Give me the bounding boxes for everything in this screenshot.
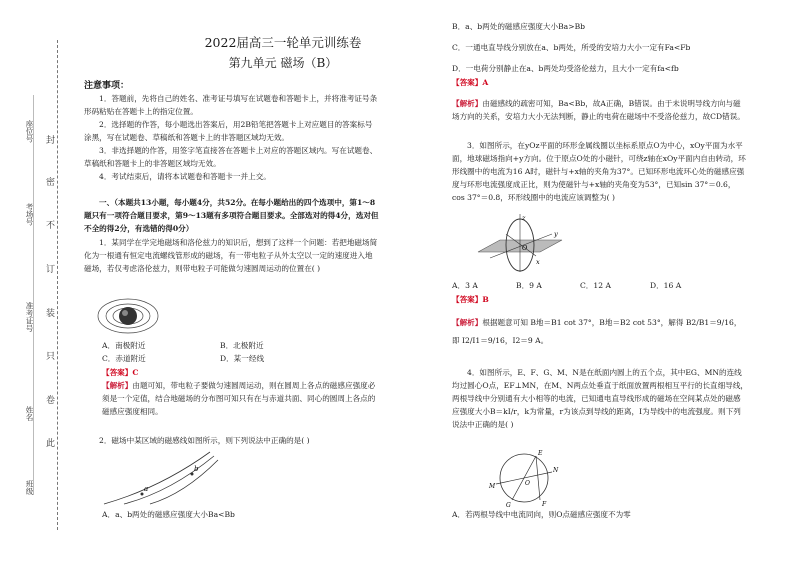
class-field: 班级 xyxy=(25,480,34,495)
notice-item: 2．选择题的作答，每小题选出答案后，用2B铅笔把答题卡上对应题目的答案标号涂黑，写在试题卷、草稿纸和答题卡上的非答题区域均无效。 xyxy=(84,120,373,142)
ticket-number-field: 准考证号 xyxy=(25,302,34,332)
label-z: z xyxy=(522,214,526,222)
q3-option-c: C．12 A xyxy=(580,281,611,290)
earth-highlight xyxy=(122,310,128,316)
q4-option-a: A．若两根导线中电流同向，则O点磁感应强度不为零 xyxy=(452,510,631,519)
label-o: O xyxy=(525,480,530,487)
field-line xyxy=(104,452,210,504)
binding-line xyxy=(57,40,58,530)
label-e: E xyxy=(538,450,543,457)
binding-char: 此 xyxy=(46,439,56,449)
q2-answer xyxy=(452,76,488,89)
analysis-text: 由题可知，带电粒子要做匀速圆周运动，则在圆周上各点的磁感应强度必须是一个定值，结合地磁场的分布图可知只有在与赤道共面、同心的圆周上各点的磁感应强度相同。 xyxy=(102,381,376,416)
analysis-label: 【解析】 xyxy=(452,99,483,108)
binding-char: 封 xyxy=(46,136,56,146)
q1-option-b: B．北极附近 xyxy=(220,341,264,350)
q2-option-a: A．a、b两处的磁感应强度大小Ba<Bb xyxy=(102,510,235,519)
answer-value: B xyxy=(482,295,489,304)
notice-item: 4．考试结束后，请将本试题卷和答题卡一并上交。 xyxy=(99,172,271,181)
answer-value: A xyxy=(482,78,489,87)
label-b: b xyxy=(194,465,199,473)
magnetic-field-lines-figure xyxy=(100,448,220,506)
q2-option-c: C．一通电直导线分别放在a、b两处，所受的安培力大小一定有Fa<Fb xyxy=(452,43,691,52)
q3-answer xyxy=(452,293,489,306)
label-a: a xyxy=(144,485,149,493)
answer-label: 【答案】 xyxy=(452,78,483,87)
page-title: 2022届高三一轮单元训练卷 xyxy=(204,35,362,50)
q2-option-b: B．a、b两处的磁感应强度大小Ba>Bb xyxy=(452,22,586,31)
q1-option-d: D．某一经线 xyxy=(220,354,265,363)
label-g: G xyxy=(506,502,511,508)
answer-label: 【答案】 xyxy=(102,368,133,377)
label-n: N xyxy=(553,467,559,474)
exam-room-field: 考场号 xyxy=(25,203,34,226)
answer-value: C xyxy=(132,368,139,377)
q1-option-c: C．赤道附近 xyxy=(102,354,146,363)
binding-char: 密 xyxy=(46,178,56,188)
binding-char: 不 xyxy=(46,221,56,231)
q3-option-a: A．3 A xyxy=(452,281,478,290)
q2-stem: 2．磁场中某区域的磁感线如图所示，则下列说法中正确的是( ) xyxy=(99,436,310,445)
earth-sphere xyxy=(119,307,137,325)
binding-char: 装 xyxy=(46,309,56,319)
q1-analysis xyxy=(102,379,380,418)
q2-analysis xyxy=(452,97,748,123)
q1-stem: 1．某同学在学完地磁场和洛伦兹力的知识后，想到了这样一个问题：若把地磁场简化为一根通有恒定电流螺线管形成的磁场，有一带电粒子从外太空以一定的速度进入地磁场，若仅考虑洛伦兹力，则带电粒子可能做匀速圆周运动的位置在( ) xyxy=(84,238,378,273)
line-ef xyxy=(536,456,540,500)
section-intro: 一、（本题共13小题，每小题4分，共52分。在每小题给出的四个选项中，第1～8题只有一项符合题目要求，第9～13题有多项符合题目要求。全部选对的得4分，选对但不全的得2分，有选错的得0分） xyxy=(84,198,379,233)
q1-option-a: A．南极附近 xyxy=(102,341,146,350)
analysis-text: 由磁感线的疏密可知，Ba<Bb，故A正确，B错误。由于未说明导线方向与磁场方向的关系，安培力大小无法判断，静止的电荷在磁场中不受洛伦兹力，故CD错误。 xyxy=(452,99,745,121)
coil-compass-figure xyxy=(470,212,570,274)
binding-char: 订 xyxy=(46,265,56,275)
q2-option-d: D．一电荷分别静止在a、b两处均受洛伦兹力，且大小一定有fa<fb xyxy=(452,64,679,73)
q3-option-b: B．9 A xyxy=(516,281,542,290)
answer-label: 【答案】 xyxy=(452,295,483,304)
q3-stem: 3．如图所示，在yOz平面的环形金属线圈以坐标系原点O为中心，xOy平面为水平面，地球磁场指向+y方向。位于原点O处的小磁针，可绕z轴在xOy平面内自由转动，环形线圈中的电流为16 A时，磁针与+x轴的夹角为37°。已知环形电流环心处的磁感应强度与环形电流强度成正比，则为使磁针与+x轴的夹角变为53°，已知sin 37°＝0.6，cos 37°＝0.8，环形线圈中的电流应该调整为( ) xyxy=(452,141,746,202)
q1-answer xyxy=(102,366,138,379)
analysis-label: 【解析】 xyxy=(452,318,483,327)
circle-points-figure xyxy=(488,448,560,508)
notice-item: 1．答题前，先将自己的姓名、准考证号填写在试题卷和答题卡上，并将准考证号条形码粘贴在答题卡上的指定位置。 xyxy=(84,94,378,116)
field-underline xyxy=(33,95,34,495)
notice-item: 3．非选择题的作答，用签字笔直接答在答题卡上对应的答题区域内。写在试题卷、草稿纸和答题卡上的非答题区域均无效。 xyxy=(84,146,378,168)
q3-analysis xyxy=(452,314,748,350)
seat-number-field: 座位号 xyxy=(25,120,34,143)
binding-char: 卷 xyxy=(46,396,56,406)
notice-heading: 注意事项： xyxy=(84,81,130,91)
analysis-text: 根据题意可知 B地＝B1 cot 37°，B地＝B2 cot 53°，解得 B2/B1＝9/16，即 I2/I1＝9/16，I2＝9 A。 xyxy=(452,318,742,345)
page-subtitle: 第九单元 磁场（B） xyxy=(228,56,338,70)
binding-char: 只 xyxy=(46,352,56,362)
line-eg xyxy=(512,456,536,500)
label-f: F xyxy=(542,501,547,508)
label-x: x xyxy=(536,258,540,266)
analysis-label: 【解析】 xyxy=(102,381,133,390)
label-o: O xyxy=(522,244,528,252)
label-m: M xyxy=(489,483,496,490)
name-field: 姓名 xyxy=(25,406,34,421)
earth-magnetic-field-figure xyxy=(96,296,160,336)
label-y: y xyxy=(554,230,558,238)
q4-stem: 4．如图所示，E、F、G、M、N是在纸面内圆上的五个点，其中EG、MN的连线均过圆心O点，EF⊥MN，在M、N两点处垂直于纸面放置两根相互平行的长直细导线，两根导线中分别通有大小相等的电流，已知通电直导线形成的磁场在空间某点处的磁感应强度大小B＝kI/r，k为常量，r为该点到导线的距离，I为导线中的电流强度。则下列说法中正确的是( ) xyxy=(452,368,749,429)
q3-option-d: D．16 A xyxy=(650,281,682,290)
